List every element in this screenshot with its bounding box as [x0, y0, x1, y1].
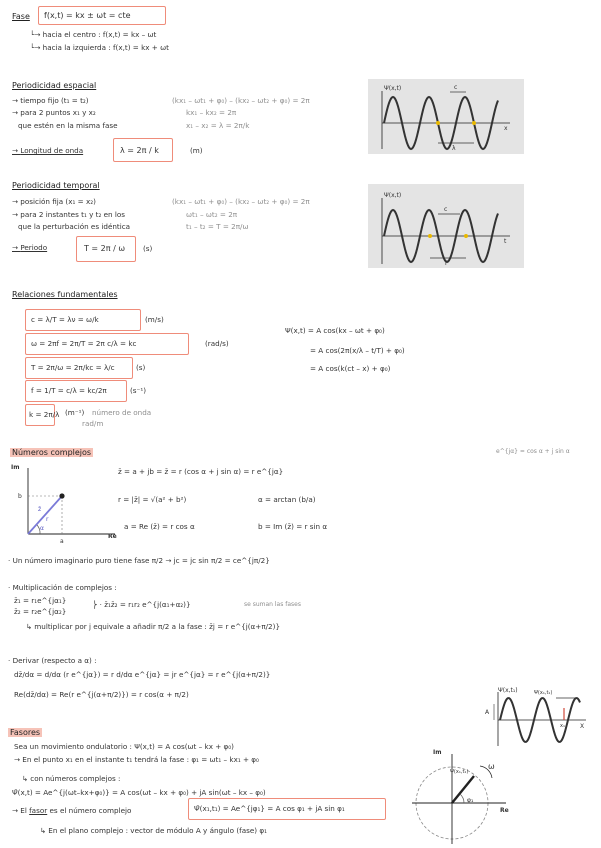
lambda-unit: (m)	[190, 146, 203, 155]
psi-form2: = A cos(2π(x/λ – t/T) + φ₀)	[310, 346, 405, 355]
complex-plane-diagram	[10, 462, 120, 542]
complex-label-alpha: α	[40, 525, 44, 532]
deriv-heading: · Derivar (respecto a α) :	[8, 656, 97, 665]
complex-label-a: a	[60, 538, 64, 545]
complex-label-r: r	[46, 516, 49, 523]
periodo-label: → Periodo	[12, 243, 48, 252]
fasores-line6: ↳ En el plano complejo : vector de módulo A y ángulo (fase) φ₁	[40, 826, 267, 835]
complejos-heading: Números complejos	[12, 448, 92, 457]
temporal-line2: → para 2 instantes t₁ y t₂ en los	[12, 210, 126, 219]
fasores-line2: → En el punto x₁ en el instante t₁ tendrá la fase : φ₁ = ωt₁ – kx₁ + φ₀	[14, 755, 259, 764]
mult-j-line: ↳ multiplicar por j equivale a añadir π/2 a la fase : z̄j = r e^{j(α+π/2)}	[26, 622, 281, 631]
psi-form3: = A cos(k(ct – x) + φ₀)	[310, 364, 391, 373]
temporal-wave-arrow-label: c	[444, 206, 448, 213]
temporal-wave-ylabel: Ψ(x,t)	[384, 192, 402, 199]
complex-form2: r = |z̄| = √(a² + b²)	[118, 495, 187, 504]
phasor-wave-label: Ψ(x,t₁)	[498, 687, 518, 694]
phasor-wave-label2: Ψ(x₁,t₁)	[534, 690, 553, 696]
relaciones-heading: Relaciones fundamentales	[12, 290, 118, 299]
euler-note: e^{jα} = cos α + j sin α	[496, 448, 570, 455]
phasor-wave-A: A	[485, 709, 490, 716]
spatial-wave-ylabel: Ψ(x,t)	[384, 85, 402, 92]
phasor-circle-diagram	[410, 748, 510, 848]
deriv-line1: dz̄/dα = d/dα (r e^{jα}) = r d/dα e^{jα} = jr e^{jα} = r e^{j(α+π/2)}	[14, 670, 271, 679]
phasor-label: Ψ(x₁,t₁)	[450, 769, 469, 775]
rel5-note2: rad/m	[82, 419, 104, 428]
spatial-wave-xlabel: x	[504, 125, 508, 132]
complex-form3: a = Re (z̄) = r cos α	[124, 522, 195, 531]
phasor-wave-x: X	[580, 723, 585, 730]
periodo-formula: T = 2π / ω	[84, 244, 126, 253]
fasores-line5: → El fasor es el número complejo	[12, 806, 132, 815]
fasores-line4: Ψ̄(x,t) = Ae^{j(ωt–kx+φ₀)} = A cos(ωt – kx + φ₀) + jA sin(ωt – kx – φ₀)	[12, 788, 266, 797]
fasores-heading: Fasores	[10, 728, 41, 737]
spatial-wave-lambda: λ	[452, 145, 456, 152]
psi-form1: Ψ(x,t) = A cos(kx – ωt + φ₀)	[285, 326, 385, 335]
espacial-line2: → para 2 puntos x₁ y x₂	[12, 108, 96, 117]
rel2-formula: ω = 2πf = 2π/T = 2π c/λ = kc	[31, 339, 137, 348]
spatial-wave-arrow-label: c	[454, 84, 458, 91]
phasor-omega: ω	[488, 762, 495, 771]
imaginary-pure-line: · Un número imaginario puro tiene fase π/2 → jc = jc sin π/2 = ce^{jπ/2}	[8, 556, 270, 565]
fase-case-right: └→ hacia el centro : f(x,t) = kx – ωt	[30, 30, 157, 39]
periodo-unit: (s)	[143, 244, 153, 253]
mult-z2: z̄₂ = r₂e^{jα₂}	[14, 607, 67, 616]
espacial-heading: Periodicidad espacial	[12, 81, 97, 90]
temporal-eq2: ωt₁ – ωt₂ = 2π	[186, 210, 238, 219]
rel3-unit: (s)	[136, 363, 146, 372]
rel5-unit: (m⁻¹)	[65, 408, 85, 417]
espacial-eq2: kx₁ – kx₂ = 2π	[186, 108, 237, 117]
fasor-formula: Ψ̄(x₁,t₁) = Ae^{jφ₁} = A cos φ₁ + jA sin φ₁	[194, 804, 345, 813]
complex-form1: z̄ = a + jb = z̄ = r (cos α + j sin α) = r e^{jα}	[118, 467, 284, 476]
mult-heading: · Multiplicación de complejos :	[8, 583, 117, 592]
fasores-line1: Sea un movimiento ondulatorio : Ψ(x,t) = A cos(ωt – kx + φ₀)	[14, 742, 234, 751]
temporal-wave-graph	[368, 184, 524, 268]
rel3-formula: T = 2π/ω = 2π/kc = λ/c	[31, 363, 115, 372]
deriv-line2: Re(dz̄/dα) = Re(r e^{j(α+π/2)}) = r cos(α + π/2)	[14, 690, 189, 699]
fase-formula: f(x,t) = kx ± ωt = cte	[44, 11, 131, 20]
lambda-formula: λ = 2π / k	[120, 146, 159, 155]
phasor-axis-im: Im	[433, 749, 442, 756]
espacial-eq3: x₁ – x₂ = λ = 2π/k	[186, 121, 250, 130]
rel5-note: número de onda	[92, 408, 152, 417]
espacial-eq1: (kx₁ – ωt₁ + φ₀) – (kx₂ – ωt₂ + φ₀) = 2π	[172, 96, 310, 105]
rel4-formula: f = 1/T = c/λ = kc/2π	[31, 386, 107, 395]
longitud-onda-label: → Longitud de onda	[12, 146, 84, 155]
temporal-wave-tlabel: t	[504, 238, 507, 245]
temporal-heading: Periodicidad temporal	[12, 181, 100, 190]
temporal-eq3: t₁ – t₂ = T = 2π/ω	[186, 222, 249, 231]
fasores-line3: ↳ con números complejos :	[22, 774, 121, 783]
espacial-line1: → tiempo fijo (t₁ = t₂)	[12, 96, 89, 105]
phasor-axis-re: Re	[500, 807, 509, 814]
fase-case-left: └→ hacia la izquierda : f(x,t) = kx + ωt	[30, 43, 169, 52]
temporal-line1: → posición fija (x₁ = x₂)	[12, 197, 96, 206]
rel2-unit: (rad/s)	[205, 339, 229, 348]
temporal-line3: que la perturbación es idéntica	[18, 222, 131, 231]
phasor-wave-x1: x₁	[560, 723, 565, 729]
complex-form3b: b = Im (z̄) = r sin α	[258, 522, 328, 531]
phasor-phi: φ₁	[467, 797, 474, 804]
espacial-line3: que estén en la misma fase	[18, 121, 118, 130]
complex-form2b: α = arctan (b/a)	[258, 495, 316, 504]
complex-axis-re: Re	[108, 533, 117, 540]
complex-label-z: z̄	[38, 506, 42, 513]
mult-note: se suman las fases	[244, 601, 301, 608]
complex-axis-im: Im	[11, 464, 20, 471]
fase-heading: Fase	[12, 12, 30, 21]
temporal-wave-T: T	[444, 260, 448, 267]
rel1-formula: c = λ/T = λν = ω/k	[31, 315, 99, 324]
complex-label-b: b	[18, 493, 22, 500]
spatial-wave-graph	[368, 79, 524, 154]
mult-result: ⎬ · z̄₁z̄₂ = r₁r₂ e^{j(α₁+α₂)}	[92, 600, 191, 609]
rel1-unit: (m/s)	[145, 315, 164, 324]
temporal-eq1: (kx₁ – ωt₁ + φ₀) – (kx₂ – ωt₂ + φ₀) = 2π	[172, 197, 310, 206]
rel4-unit: (s⁻¹)	[130, 386, 147, 395]
mult-z1: z̄₁ = r₁e^{jα₁}	[14, 596, 67, 605]
rel5-formula: k = 2π/λ	[29, 410, 60, 419]
